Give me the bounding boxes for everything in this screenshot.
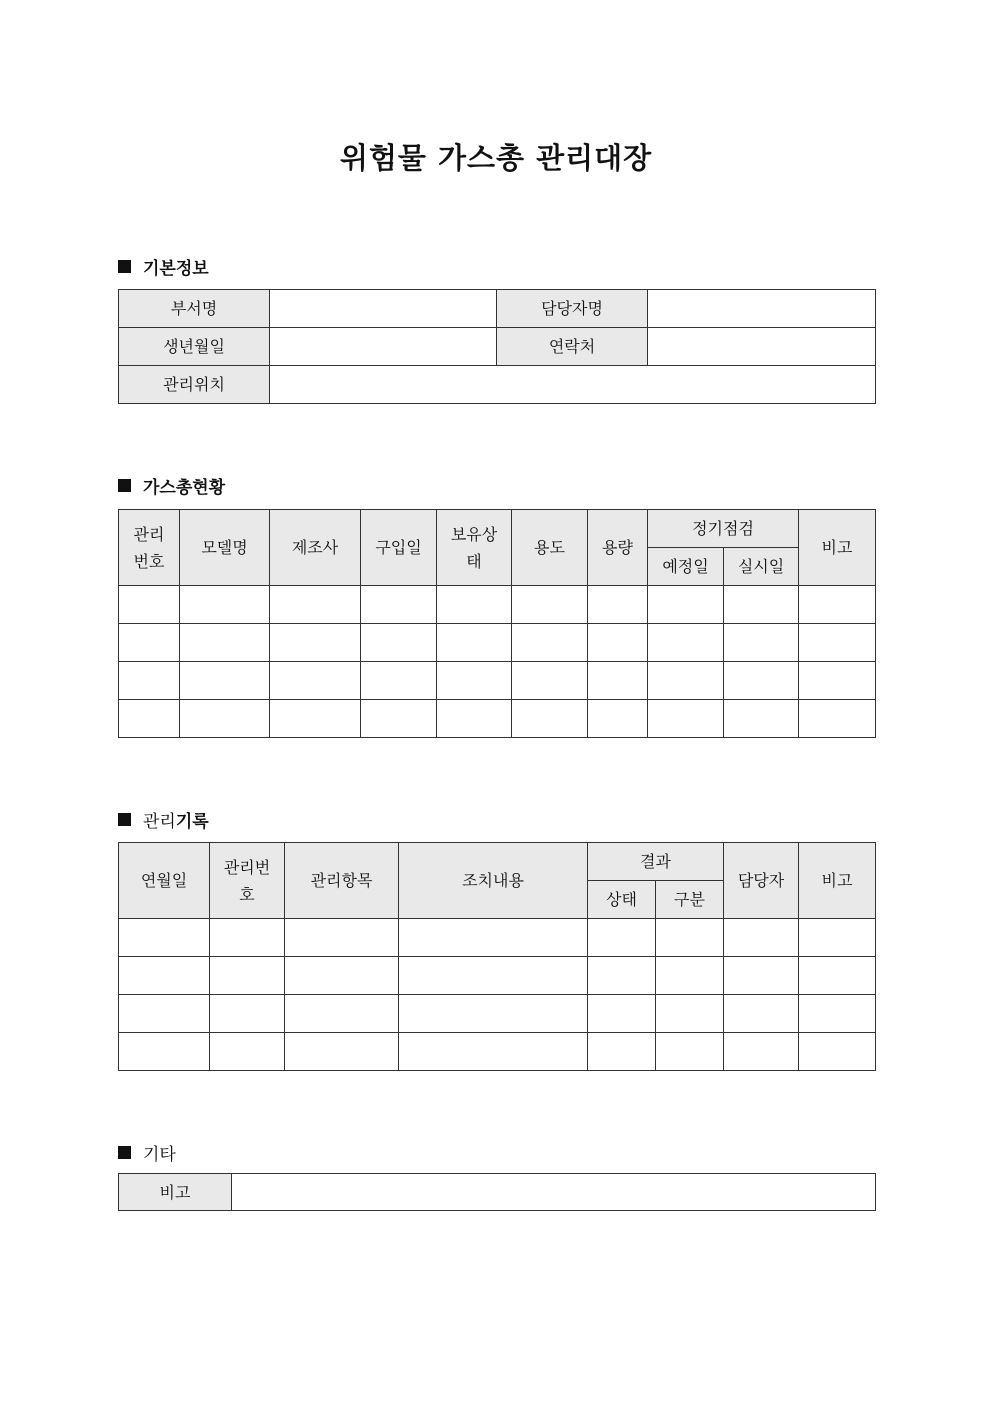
table-cell[interactable] (210, 919, 285, 957)
table-cell[interactable] (285, 1033, 399, 1071)
table-cell[interactable] (724, 1033, 799, 1071)
table-cell[interactable] (270, 624, 361, 662)
square-bullet-icon (118, 1146, 131, 1159)
section-heading-record-label-part2: 기록 (175, 812, 209, 832)
table-cell[interactable] (285, 995, 399, 1033)
table-cell[interactable] (210, 957, 285, 995)
dept-field[interactable] (270, 290, 497, 328)
table-cell[interactable] (656, 919, 724, 957)
location-label: 관리위치 (119, 366, 270, 404)
header-holding-status: 보유상 태 (437, 510, 512, 586)
section-heading-other (118, 1140, 176, 1165)
table-cell[interactable] (119, 995, 210, 1033)
section-heading-other-label: 기타 (143, 1145, 176, 1165)
table-cell[interactable] (270, 662, 361, 700)
table-cell[interactable] (437, 624, 512, 662)
header-state: 상태 (588, 881, 656, 919)
header-usage: 용도 (512, 510, 588, 586)
dept-label: 부서명 (119, 290, 270, 328)
header-result: 결과 (588, 843, 724, 881)
table-cell[interactable] (724, 586, 799, 624)
square-bullet-icon (118, 813, 131, 826)
table-cell[interactable] (399, 995, 588, 1033)
table-cell[interactable] (588, 919, 656, 957)
page-title: 위험물 가스총 관리대장 (339, 141, 653, 175)
table-cell[interactable] (210, 1033, 285, 1071)
header-remark: 비고 (799, 510, 876, 586)
header-management-number: 관리번 호 (210, 843, 285, 919)
table-cell[interactable] (799, 957, 876, 995)
table-cell[interactable] (799, 662, 876, 700)
table-cell[interactable] (588, 700, 648, 738)
table-cell[interactable] (724, 624, 799, 662)
table-cell[interactable] (799, 995, 876, 1033)
table-cell[interactable] (588, 1033, 656, 1071)
table-cell[interactable] (512, 586, 588, 624)
table-cell[interactable] (437, 586, 512, 624)
table-cell[interactable] (119, 919, 210, 957)
table-cell[interactable] (437, 662, 512, 700)
table-cell[interactable] (180, 700, 270, 738)
header-remark: 비고 (799, 843, 876, 919)
table-cell[interactable] (724, 995, 799, 1033)
table-cell[interactable] (180, 662, 270, 700)
manager-field[interactable] (648, 290, 876, 328)
table-cell[interactable] (399, 919, 588, 957)
table-cell[interactable] (361, 700, 437, 738)
table-cell[interactable] (724, 919, 799, 957)
table-cell[interactable] (399, 957, 588, 995)
header-action: 조치내용 (399, 843, 588, 919)
location-field[interactable] (270, 366, 876, 404)
table-cell[interactable] (361, 662, 437, 700)
table-cell[interactable] (588, 995, 656, 1033)
table-cell[interactable] (656, 995, 724, 1033)
table-cell[interactable] (361, 624, 437, 662)
manager-label: 담당자명 (497, 290, 648, 328)
other-table (118, 1173, 876, 1211)
table-row (119, 957, 876, 995)
table-cell[interactable] (210, 995, 285, 1033)
table-cell[interactable] (119, 624, 180, 662)
birth-field[interactable] (270, 328, 497, 366)
other-remark-field[interactable] (232, 1174, 876, 1211)
table-cell[interactable] (588, 586, 648, 624)
header-capacity: 용량 (588, 510, 648, 586)
section-heading-status-label: 가스총현황 (143, 478, 226, 498)
table-cell[interactable] (799, 919, 876, 957)
table-cell[interactable] (119, 957, 210, 995)
header-planned-date: 예정일 (648, 548, 724, 586)
square-bullet-icon (118, 260, 131, 273)
header-actual-date: 실시일 (724, 548, 799, 586)
management-record-table (118, 842, 876, 1071)
table-cell[interactable] (588, 624, 648, 662)
table-cell[interactable] (724, 662, 799, 700)
table-row (119, 586, 876, 624)
section-heading-basic-label: 기본정보 (143, 259, 209, 279)
square-bullet-icon (118, 479, 131, 492)
table-cell[interactable] (119, 700, 180, 738)
table-cell[interactable] (512, 624, 588, 662)
other-remark-label: 비고 (119, 1174, 232, 1211)
table-cell[interactable] (588, 957, 656, 995)
table-cell[interactable] (512, 662, 588, 700)
table-cell[interactable] (724, 957, 799, 995)
table-cell[interactable] (588, 662, 648, 700)
header-person-in-charge: 담당자 (724, 843, 799, 919)
table-cell[interactable] (119, 662, 180, 700)
table-cell[interactable] (512, 700, 588, 738)
table-cell[interactable] (799, 700, 876, 738)
table-cell[interactable] (648, 586, 724, 624)
header-management-number: 관리 번호 (119, 510, 180, 586)
table-cell[interactable] (399, 1033, 588, 1071)
table-row (119, 1033, 876, 1071)
table-cell[interactable] (656, 1033, 724, 1071)
table-cell[interactable] (648, 700, 724, 738)
header-date: 연월일 (119, 843, 210, 919)
table-cell[interactable] (180, 624, 270, 662)
table-cell[interactable] (285, 919, 399, 957)
header-model: 모델명 (180, 510, 270, 586)
basic-info-table (118, 289, 876, 404)
birth-label: 생년월일 (119, 328, 270, 366)
header-management-item: 관리항목 (285, 843, 399, 919)
header-purchase-date: 구입일 (361, 510, 437, 586)
table-cell[interactable] (648, 662, 724, 700)
table-cell[interactable] (270, 700, 361, 738)
table-cell[interactable] (799, 1033, 876, 1071)
contact-label: 연락처 (497, 328, 648, 366)
header-regular-inspection: 정기점검 (648, 510, 799, 548)
section-heading-basic (118, 254, 209, 279)
table-cell[interactable] (285, 957, 399, 995)
table-row (119, 995, 876, 1033)
section-heading-status (118, 473, 225, 498)
table-cell[interactable] (724, 700, 799, 738)
section-heading-record-label-part1: 관리 (143, 812, 176, 832)
table-cell[interactable] (119, 1033, 210, 1071)
table-cell[interactable] (270, 586, 361, 624)
table-cell[interactable] (180, 586, 270, 624)
table-cell[interactable] (799, 586, 876, 624)
table-cell[interactable] (799, 624, 876, 662)
table-cell[interactable] (119, 586, 180, 624)
table-row (119, 919, 876, 957)
contact-field[interactable] (648, 328, 876, 366)
table-row (119, 662, 876, 700)
table-cell[interactable] (361, 586, 437, 624)
table-cell[interactable] (648, 624, 724, 662)
table-cell[interactable] (656, 957, 724, 995)
header-maker: 제조사 (270, 510, 361, 586)
gas-gun-status-table (118, 509, 876, 738)
table-row (119, 624, 876, 662)
table-cell[interactable] (437, 700, 512, 738)
table-row (119, 700, 876, 738)
section-heading-record (118, 807, 209, 832)
header-category: 구분 (656, 881, 724, 919)
